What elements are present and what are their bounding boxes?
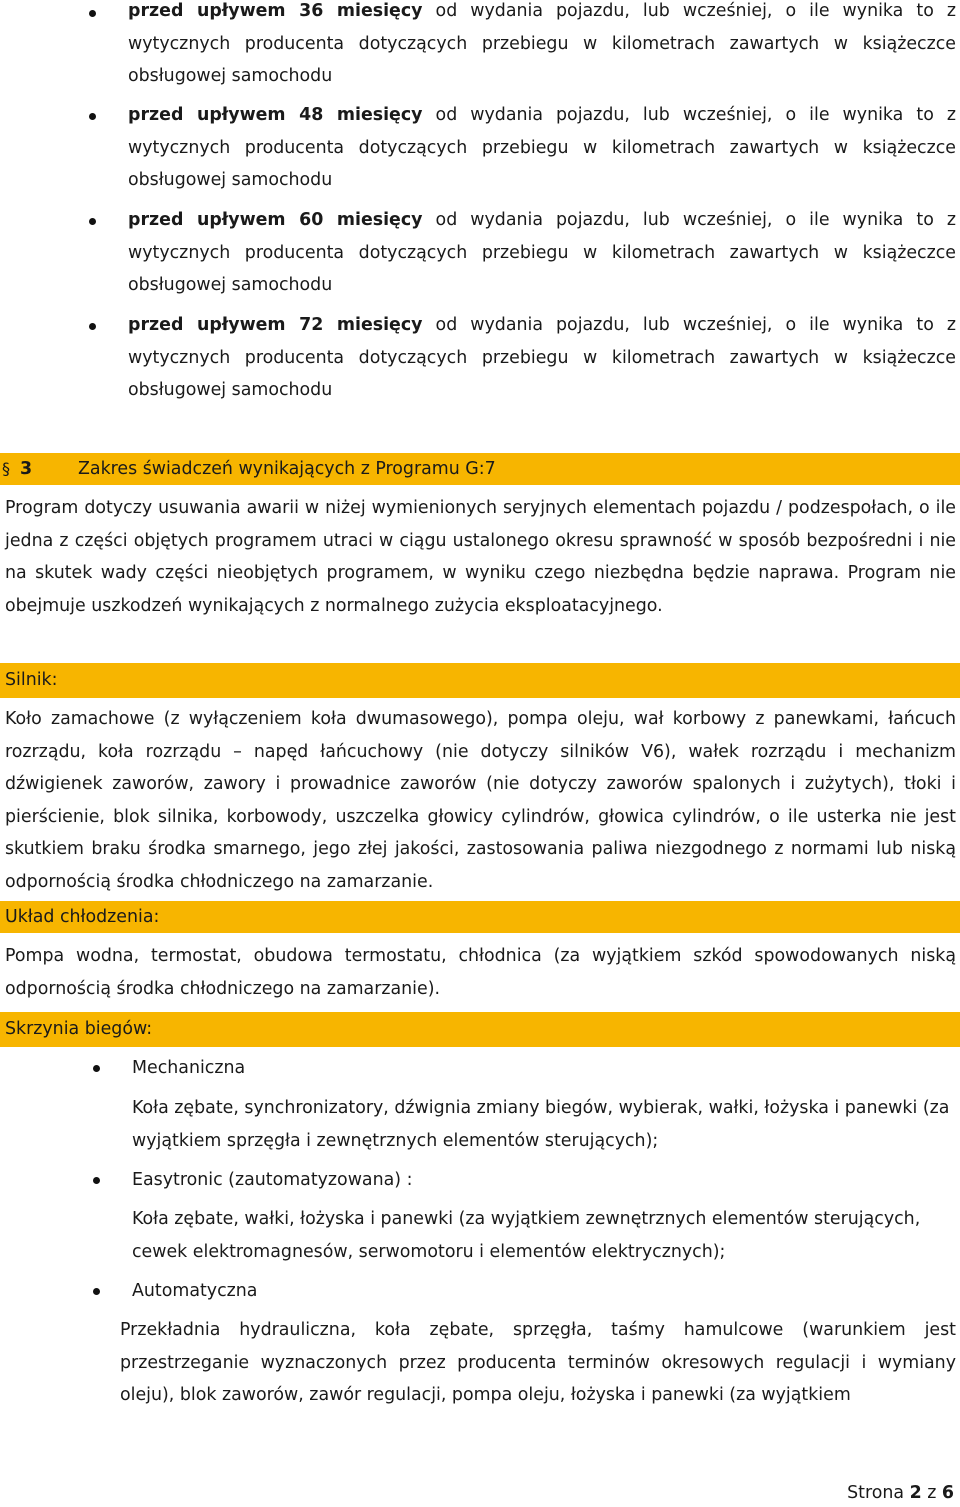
gearbox-item-desc: Koła zębate, wałki, łożyska i panewki (za wyjątkiem zewnętrznych elementów sterujących, cewek elektromagnesów, serwomotoru i elementów elektrycznych); [132, 1209, 921, 1262]
gearbox-bullet-dot [93, 1065, 100, 1072]
page-label: Strona [847, 1483, 905, 1503]
interval-bold: przed upływem 48 miesięcy [128, 105, 423, 125]
cooling-heading-bar [0, 901, 960, 933]
section-symbol: § [2, 459, 10, 478]
interval-item [128, 309, 956, 407]
page-of: z [927, 1483, 937, 1503]
interval-bullet-dot [89, 323, 96, 330]
page-current: 2 [909, 1483, 922, 1503]
gearbox-item-title: Easytronic (zautomatyzowana) : [132, 1170, 413, 1190]
interval-item [128, 204, 956, 302]
interval-text: od wydania pojazdu, lub wcześniej, o ile wynika to z wytycznych producenta dotyczących przebiegu w kilometrach zawartych w książeczce obsługowej samochodu [128, 1, 956, 86]
cooling-text: Pompa wodna, termostat, obudowa termostatu, chłodnica (za wyjątkiem szkód spowodowanych niską odpornością środka chłodniczego na zamarzanie). [5, 946, 956, 999]
gearbox-item-desc: Przekładnia hydrauliczna, koła zębate, sprzęgła, taśmy hamulcowe (warunkiem jest przestrzeganie wyznaczonych przez producenta terminów okresowych regulacji i wymiany oleju), blok zaworów, zawór regulacji, pompa oleju, łożyska i panewki (za wyjątkiem [120, 1320, 956, 1405]
section-title: Zakres świadczeń wynikających z Programu G:7 [78, 459, 496, 479]
section-number: 3 [20, 459, 33, 479]
interval-bold: przed upływem 36 miesięcy [128, 1, 423, 21]
engine-text: Koło zamachowe (z wyłączeniem koła dwumasowego), pompa oleju, wał korbowy z panewkami, łańcuch rozrządu, koła rozrządu – napęd łańcuchowy (nie dotyczy silników V6), wałek rozrządu i mechanizm dźwigienek zaworów, zawory i prowadnice zaworów (nie dotyczy zaworów spalonych i zużytych), tłoki i pierścienie, blok silnika, korbowody, uszczelka głowicy cylindrów, głowica cylindrów, o ile usterka nie jest skutkiem braku środka smarnego, jego złej jakości, zastosowania paliwa niezgodnego z normami lub niską odpornością środka chłodniczego na zamarzanie. [5, 709, 956, 892]
interval-bullet-dot [89, 218, 96, 225]
section-heading-bar [0, 453, 960, 485]
section-intro: Program dotyczy usuwania awarii w niżej wymienionych seryjnych elementach pojazdu / podzespołach, o ile jedna z części objętych programem utraci w ciągu ustalonego okresu sprawność w sposób bezpośredni i nie na skutek wady części nieobjętych programem, w wyniku czego niezbędna będzie naprawa. Program nie obejmuje uszkodzeń wynikających z normalnego zużycia eksploatacyjnego. [5, 498, 956, 616]
interval-text: od wydania pojazdu, lub wcześniej, o ile wynika to z wytycznych producenta dotyczących przebiegu w kilometrach zawartych w książeczce obsługowej samochodu [128, 105, 956, 190]
interval-bullet-dot [89, 113, 96, 120]
gearbox-heading-bar [0, 1012, 960, 1047]
interval-text: od wydania pojazdu, lub wcześniej, o ile wynika to z wytycznych producenta dotyczących przebiegu w kilometrach zawartych w książeczce obsługowej samochodu [128, 315, 956, 400]
engine-heading: Silnik: [5, 670, 58, 690]
gearbox-heading: Skrzynia biegów: [5, 1019, 153, 1039]
interval-bold: przed upływem 72 miesięcy [128, 315, 423, 335]
interval-bold: przed upływem 60 miesięcy [128, 210, 423, 230]
interval-bullet-dot [89, 10, 96, 17]
gearbox-bullet-dot [93, 1288, 100, 1295]
engine-heading-bar [0, 663, 960, 698]
gearbox-item-desc: Koła zębate, synchronizatory, dźwignia zmiany biegów, wybierak, wałki, łożyska i panewki (za wyjątkiem sprzęgła i zewnętrznych elementów sterujących); [132, 1098, 950, 1151]
page-total: 6 [941, 1483, 954, 1503]
gearbox-bullet-dot [93, 1177, 100, 1184]
page-number [847, 1483, 954, 1503]
gearbox-item-title: Mechaniczna [132, 1058, 246, 1078]
gearbox-item-title: Automatyczna [132, 1281, 258, 1301]
interval-item [128, 0, 956, 93]
interval-text: od wydania pojazdu, lub wcześniej, o ile wynika to z wytycznych producenta dotyczących przebiegu w kilometrach zawartych w książeczce obsługowej samochodu [128, 210, 956, 295]
interval-item [128, 99, 956, 197]
cooling-heading: Układ chłodzenia: [5, 907, 160, 927]
